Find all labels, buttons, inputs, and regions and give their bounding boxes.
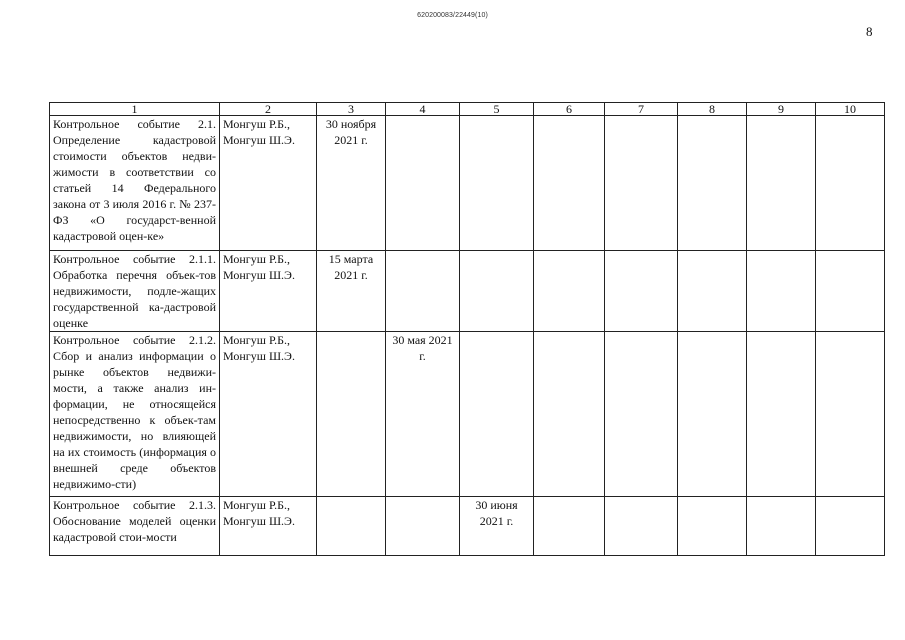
deadline-col4 <box>386 497 460 556</box>
deadline-col3 <box>317 497 386 556</box>
deadline-col5 <box>460 332 534 497</box>
column-header-5: 5 <box>460 103 534 116</box>
deadline-col4: 30 мая 2021 г. <box>386 332 460 497</box>
column-header-9: 9 <box>747 103 816 116</box>
empty-cell <box>678 251 747 332</box>
empty-cell <box>605 251 678 332</box>
deadline-col5: 30 июня 2021 г. <box>460 497 534 556</box>
responsible-persons: Монгуш Р.Б., Монгуш Ш.Э. <box>220 116 317 251</box>
empty-cell <box>747 251 816 332</box>
column-header-1: 1 <box>50 103 220 116</box>
header-row <box>50 103 885 116</box>
deadline-col3: 15 марта 2021 г. <box>317 251 386 332</box>
responsible-persons: Монгуш Р.Б., Монгуш Ш.Э. <box>220 251 317 332</box>
table-row <box>50 251 885 332</box>
control-events-table <box>49 102 885 556</box>
event-description: Контрольное событие 2.1.3. Обоснование моделей оценки кадастровой стои-мости <box>50 497 220 556</box>
empty-cell <box>605 332 678 497</box>
deadline-col4 <box>386 251 460 332</box>
empty-cell <box>816 116 885 251</box>
document-number: 620200083/22449(10) <box>417 12 488 19</box>
empty-cell <box>534 332 605 497</box>
empty-cell <box>534 251 605 332</box>
empty-cell <box>534 497 605 556</box>
empty-cell <box>605 116 678 251</box>
empty-cell <box>678 332 747 497</box>
event-description: Контрольное событие 2.1.1. Обработка перечня объек-тов недвижимости, подле-жащих государственной ка-дастровой оценке <box>50 251 220 332</box>
table-row <box>50 116 885 251</box>
deadline-col5 <box>460 116 534 251</box>
empty-cell <box>605 497 678 556</box>
responsible-persons: Монгуш Р.Б., Монгуш Ш.Э. <box>220 497 317 556</box>
responsible-persons: Монгуш Р.Б., Монгуш Ш.Э. <box>220 332 317 497</box>
empty-cell <box>678 116 747 251</box>
column-header-7: 7 <box>605 103 678 116</box>
event-description: Контрольное событие 2.1. Определение кадастровой стоимости объектов недви-жимости в соответствии со статьей 14 Федерального закона от 3 июля 2016 г. № 237-ФЗ «О государст-венной кадастровой оцен-ке» <box>50 116 220 251</box>
table-row <box>50 497 885 556</box>
column-header-2: 2 <box>220 103 317 116</box>
empty-cell <box>747 332 816 497</box>
column-header-8: 8 <box>678 103 747 116</box>
empty-cell <box>816 497 885 556</box>
table-row <box>50 332 885 497</box>
empty-cell <box>747 116 816 251</box>
deadline-col4 <box>386 116 460 251</box>
event-description: Контрольное событие 2.1.2. Сбор и анализ информации о рынке объектов недвижи-мости, а также анализ ин-формации, не относящейся непосредственно к объек-там недвижимости, но влияющей на их стоимость (информация о внешней среде объектов недвижимо-сти) <box>50 332 220 497</box>
deadline-col3 <box>317 332 386 497</box>
deadline-col5 <box>460 251 534 332</box>
column-header-6: 6 <box>534 103 605 116</box>
deadline-col3: 30 ноября 2021 г. <box>317 116 386 251</box>
page-number: 8 <box>866 24 873 39</box>
empty-cell <box>816 332 885 497</box>
empty-cell <box>678 497 747 556</box>
empty-cell <box>816 251 885 332</box>
column-header-4: 4 <box>386 103 460 116</box>
empty-cell <box>534 116 605 251</box>
empty-cell <box>747 497 816 556</box>
column-header-10: 10 <box>816 103 885 116</box>
column-header-3: 3 <box>317 103 386 116</box>
